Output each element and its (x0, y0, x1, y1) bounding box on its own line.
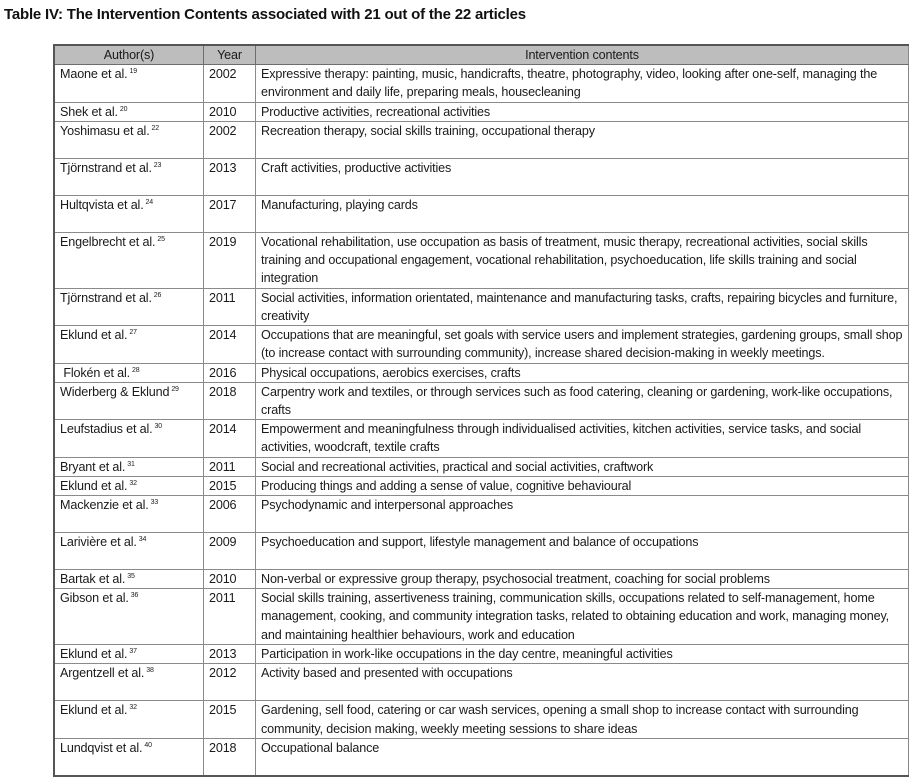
year-cell: 2011 (204, 288, 256, 325)
author-cell (54, 738, 204, 776)
table-row (54, 326, 909, 363)
table-row (54, 701, 909, 738)
table-row (54, 65, 909, 102)
reference-number: 20 (119, 105, 128, 113)
table-row (54, 533, 909, 570)
year-cell: 2010 (204, 102, 256, 121)
table-row (54, 363, 909, 382)
year-cell: 2015 (204, 476, 256, 495)
table-row (54, 589, 909, 645)
author-cell (54, 326, 204, 363)
author-name: Flokén et al. (63, 365, 131, 380)
table-header-row (54, 45, 909, 65)
author-name: Eklund et al. (60, 328, 128, 343)
year-cell: 2009 (204, 533, 256, 570)
reference-number: 30 (154, 423, 163, 431)
year-cell: 2014 (204, 326, 256, 363)
table-row (54, 288, 909, 325)
header-author: Author(s) (54, 45, 204, 65)
table-row (54, 195, 909, 232)
author-cell (54, 288, 204, 325)
reference-number: 28 (132, 366, 140, 374)
year-cell: 2010 (204, 570, 256, 589)
contents-cell: Manufacturing, playing cards (256, 195, 909, 232)
author-name: Mackenzie et al. (60, 498, 149, 513)
author-cell (54, 420, 204, 457)
author-cell (54, 158, 204, 195)
table-caption: Table IV: The Intervention Contents associated with 21 out of the 22 articles (4, 6, 526, 23)
table-row (54, 457, 909, 476)
contents-cell: Participation in work-like occupations in the day centre, meaningful activities (256, 645, 909, 664)
table-row (54, 496, 909, 533)
author-name: Eklund et al. (60, 478, 128, 493)
year-cell: 2002 (204, 121, 256, 158)
contents-cell: Producing things and adding a sense of value, cognitive behavioural (256, 476, 909, 495)
author-cell (54, 457, 204, 476)
reference-number: 37 (129, 648, 137, 656)
contents-cell: Social activities, information orientated, maintenance and manufacturing tasks, crafts, repairing bicycles and furniture, creativity (256, 288, 909, 325)
author-cell (54, 232, 204, 288)
author-cell (54, 382, 204, 419)
author-name: Tjörnstrand et al. (60, 160, 152, 175)
author-cell (54, 570, 204, 589)
author-name: Bartak et al. (60, 572, 126, 587)
year-cell: 2016 (204, 363, 256, 382)
year-cell: 2019 (204, 232, 256, 288)
reference-number: 34 (138, 536, 147, 544)
author-cell (54, 65, 204, 102)
contents-cell: Occupations that are meaningful, set goals with service users and implement strategies, gardening groups, small shop (to increase contact with surrounding community), increase shared decision-making in weekly meetings. (256, 326, 909, 363)
reference-number: 23 (153, 161, 162, 169)
header-year: Year (204, 45, 256, 65)
year-cell: 2013 (204, 645, 256, 664)
author-name: Engelbrecht et al. (60, 234, 156, 249)
author-cell (54, 664, 204, 701)
contents-cell: Craft activities, productive activities (256, 158, 909, 195)
author-cell (54, 701, 204, 738)
year-cell: 2018 (204, 382, 256, 419)
author-cell (54, 533, 204, 570)
author-cell (54, 496, 204, 533)
year-cell: 2002 (204, 65, 256, 102)
header-intervention-contents: Intervention contents (256, 45, 909, 65)
reference-number: 24 (145, 198, 154, 206)
contents-cell: Productive activities, recreational activities (256, 102, 909, 121)
contents-cell: Recreation therapy, social skills training, occupational therapy (256, 121, 909, 158)
author-cell (54, 589, 204, 645)
reference-number: 36 (130, 592, 139, 600)
year-cell: 2015 (204, 701, 256, 738)
table-row (54, 102, 909, 121)
contents-cell: Psychoeducation and support, lifestyle management and balance of occupations (256, 533, 909, 570)
author-name: Hultqvista et al. (60, 197, 144, 212)
author-cell (54, 195, 204, 232)
reference-number: 26 (153, 291, 162, 299)
author-cell (54, 102, 204, 121)
reference-number: 38 (146, 667, 154, 675)
table-row (54, 121, 909, 158)
contents-cell: Activity based and presented with occupations (256, 664, 909, 701)
table-row (54, 232, 909, 288)
author-name: Shek et al. (60, 104, 118, 119)
author-name: Leufstadius et al. (60, 422, 153, 437)
year-cell: 2017 (204, 195, 256, 232)
contents-cell: Occupational balance (256, 738, 909, 776)
reference-number: 32 (129, 479, 137, 487)
author-cell (54, 476, 204, 495)
reference-number: 35 (127, 573, 135, 581)
contents-cell: Carpentry work and textiles, or through services such as food catering, cleaning or gardening, work-like occupations, crafts (256, 382, 909, 419)
table-row (54, 158, 909, 195)
author-cell (54, 121, 204, 158)
author-name: Widerberg & Eklund (60, 384, 170, 399)
table-row (54, 476, 909, 495)
reference-number: 29 (171, 385, 179, 393)
contents-cell: Physical occupations, aerobics exercises, crafts (256, 363, 909, 382)
contents-cell: Social skills training, assertiveness training, communication skills, occupations related to self-management, home management, cooking, and community integration tasks, related to obtaining education and work, managing money, and maintaining healthier behaviours, work and education (256, 589, 909, 645)
contents-cell: Psychodynamic and interpersonal approaches (256, 496, 909, 533)
contents-cell: Non-verbal or expressive group therapy, psychosocial treatment, coaching for social problems (256, 570, 909, 589)
author-name: Eklund et al. (60, 703, 128, 718)
author-name: Yoshimasu et al. (60, 123, 150, 138)
reference-number: 33 (150, 499, 159, 507)
author-cell (54, 363, 204, 382)
reference-number: 19 (129, 68, 138, 76)
reference-number: 27 (129, 329, 137, 337)
author-cell (54, 645, 204, 664)
year-cell: 2014 (204, 420, 256, 457)
table-row (54, 738, 909, 776)
reference-number: 25 (157, 235, 165, 243)
reference-number: 31 (127, 460, 135, 468)
contents-cell: Social and recreational activities, practical and social activities, craftwork (256, 457, 909, 476)
author-name: Eklund et al. (60, 647, 128, 662)
table-row (54, 664, 909, 701)
year-cell: 2013 (204, 158, 256, 195)
year-cell: 2012 (204, 664, 256, 701)
intervention-table (53, 44, 909, 777)
contents-cell: Empowerment and meaningfulness through individualised activities, kitchen activities, service tasks, and social activities, woodcraft, textile crafts (256, 420, 909, 457)
reference-number: 32 (129, 704, 137, 712)
contents-cell: Vocational rehabilitation, use occupation as basis of treatment, music therapy, recreational activities, social skills training and occupational engagement, vocational rehabilitation, psychoeducation, life skills training and social integration (256, 232, 909, 288)
author-name: Larivière et al. (60, 535, 137, 550)
table-row (54, 382, 909, 419)
year-cell: 2018 (204, 738, 256, 776)
author-name: Tjörnstrand et al. (60, 290, 152, 305)
year-cell: 2006 (204, 496, 256, 533)
reference-number: 22 (151, 124, 160, 132)
year-cell: 2011 (204, 457, 256, 476)
table-row (54, 570, 909, 589)
contents-cell: Gardening, sell food, catering or car wash services, opening a small shop to increase contact with surrounding community, decision making, weekly meeting sessions to share ideas (256, 701, 909, 738)
author-name: Maone et al. (60, 67, 128, 82)
contents-cell: Expressive therapy: painting, music, handicrafts, theatre, photography, video, looking after one-self, managing the environment and daily life, preparing meals, housecleaning (256, 65, 909, 102)
reference-number: 40 (144, 741, 152, 749)
table-row (54, 420, 909, 457)
table-row (54, 645, 909, 664)
year-cell: 2011 (204, 589, 256, 645)
author-name: Gibson et al. (60, 591, 129, 606)
author-name: Argentzell et al. (60, 666, 145, 681)
author-name: Lundqvist et al. (60, 740, 143, 755)
author-name: Bryant et al. (60, 459, 126, 474)
